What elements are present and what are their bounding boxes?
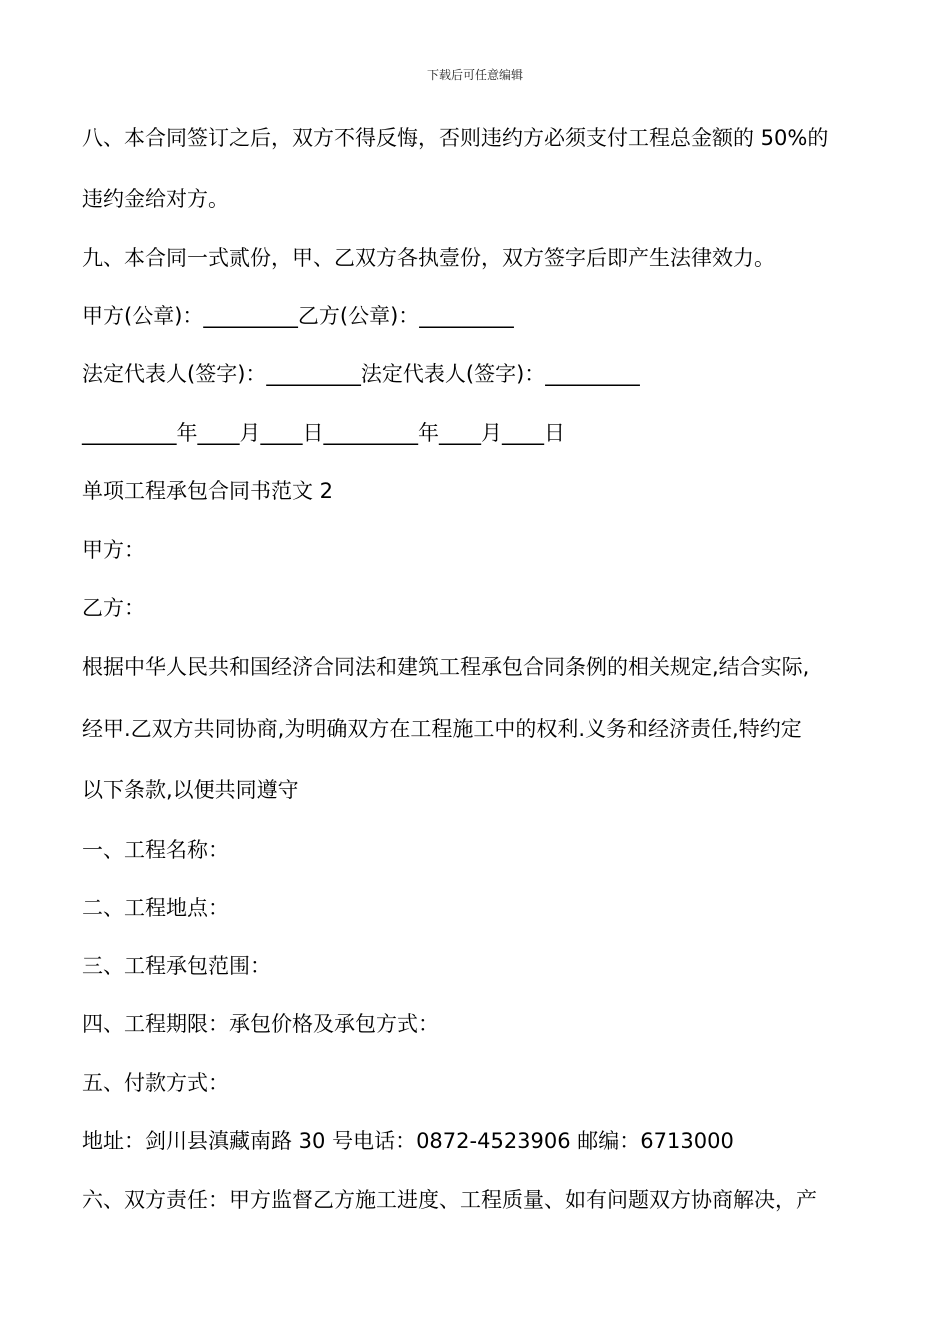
- legal-rep-signature-line: 法定代表人(签字)：_________法定代表人(签字)：_________: [82, 362, 640, 386]
- date-line: _________年____月____日_________年____月____日: [82, 421, 565, 445]
- item-project-name: 一、工程名称：: [82, 838, 229, 862]
- item-project-period: 四、工程期限：承包价格及承包方式：: [82, 1012, 439, 1036]
- item-responsibilities: 六、双方责任：甲方监督乙方施工进度、工程质量、如有问题双方协商解决，产: [82, 1188, 817, 1212]
- address-contact-line: 地址：剑川县滇藏南路 30 号电话：0872-4523906 邮编：6713000: [82, 1129, 734, 1153]
- preamble-line-1: 根据中华人民共和国经济合同法和建筑工程承包合同条例的相关规定,结合实际,: [82, 655, 810, 679]
- party-b-label: 乙方：: [82, 596, 145, 620]
- page-header-note: 下载后可任意编辑: [426, 68, 523, 82]
- clause-8-line-2: 违约金给对方。: [82, 187, 229, 211]
- item-payment-method: 五、付款方式：: [82, 1071, 229, 1095]
- item-contract-scope: 三、工程承包范围：: [82, 954, 271, 978]
- preamble-line-2: 经甲.乙双方共同协商,为明确双方在工程施工中的权利.义务和经济责任,特约定: [82, 717, 802, 741]
- party-seal-line: 甲方(公章)：_________乙方(公章)：_________: [82, 304, 514, 328]
- party-a-label: 甲方：: [82, 538, 145, 562]
- preamble-line-3: 以下条款,以便共同遵守: [82, 778, 299, 802]
- clause-9: 九、本合同一式贰份，甲、乙双方各执壹份，双方签字后即产生法律效力。: [82, 246, 775, 270]
- section-title: 单项工程承包合同书范文 2: [82, 479, 334, 503]
- item-project-location: 二、工程地点：: [82, 896, 229, 920]
- clause-8-line-1: 八、本合同签订之后，双方不得反悔，否则违约方必须支付工程总金额的 50%的: [82, 126, 829, 150]
